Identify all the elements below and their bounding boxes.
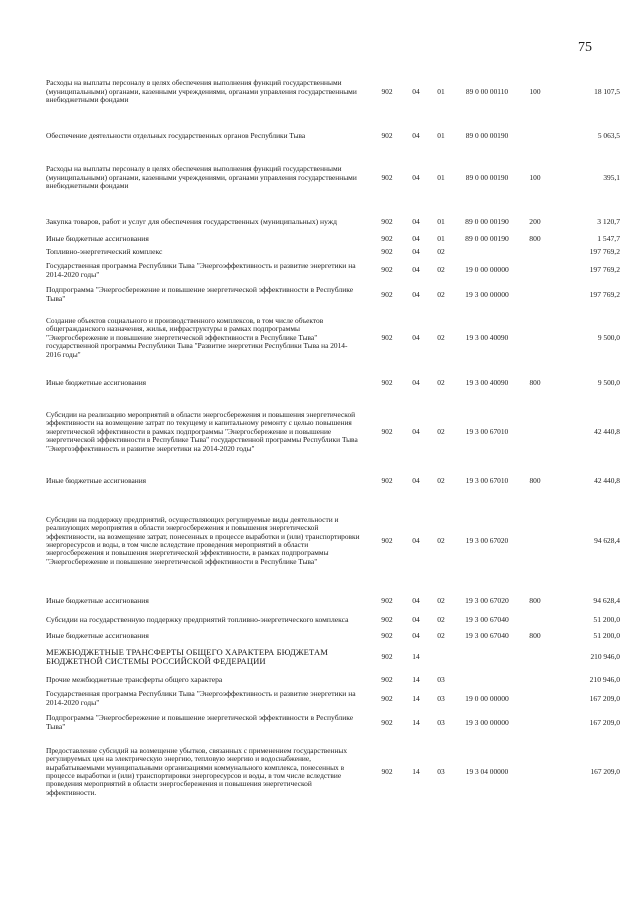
page-number: 75	[578, 40, 592, 55]
row-rz: 04	[412, 86, 420, 96]
row-gr: 902	[381, 216, 393, 226]
row-sum: 167 209,0	[589, 717, 620, 727]
table-row	[46, 389, 620, 403]
row-cs: 19 0 00 00000	[465, 693, 509, 703]
row-rz: 14	[412, 651, 420, 661]
row-name: Расходы на выплаты персоналу в целях обеспечения выполнения функций государственными (муниципальными) органами, казенными учреждениями, органами управления государственными внебюджетными фондами	[46, 164, 357, 191]
row-name: Субсидии на реализацию мероприятий в области энергосбережения и повышения энергетической эффективности на возмещение затрат по текущему и капитальному ремонту с целью повышения энергетической эффективности в рамках подпрограммы "Энергосбережение и повышение энергетической эффективности в Республике Тыва" государственной программы Республики Тыва "Энергоэффективность и развитие энергетики на 2014-2020 годы"	[46, 409, 358, 453]
row-name: Субсидии на поддержку предприятий, осуществляющих регулируемые виды деятельности и реализующих мероприятия в области энергосбережения и повышения энергетической эффективности, на возмещение затрат, понесенных в процессе выработки и (или) транспортировки энергоресурсов и воды, в том числе вследствие проведения мероприятий в области энергосбережения и повышения энергетической эффективности, в рамках подпрограммы "Энергосбережение и повышение энергетической эффективности в Республике Тыва"	[46, 514, 360, 566]
row-vr: 800	[529, 631, 541, 640]
row-vr: 800	[529, 234, 541, 243]
row-cs: 19 3 00 67010	[465, 426, 509, 436]
row-pr: 03	[437, 693, 445, 703]
row-name: Закупка товаров, работ и услуг для обеспечения государственных (муниципальных) нужд	[46, 216, 337, 226]
row-pr: 03	[437, 674, 445, 684]
row-pr: 02	[437, 595, 445, 605]
row-name: Обеспечение деятельности отдельных государственных органов Республики Тыва	[46, 130, 306, 140]
row-rz: 04	[412, 475, 420, 485]
row-gr: 902	[381, 651, 393, 661]
table-row	[46, 210, 620, 232]
row-rz: 04	[412, 265, 420, 274]
table-row	[46, 363, 620, 377]
row-cs: 89 0 00 00110	[465, 86, 509, 96]
row-sum: 42 440,8	[594, 426, 620, 436]
row-sum: 197 769,2	[589, 289, 620, 299]
table-row	[46, 583, 620, 591]
row-sum: 3 120,7	[597, 216, 620, 226]
row-cs: 89 0 00 00190	[465, 216, 509, 226]
row-vr: 100	[529, 86, 541, 96]
table-row	[46, 403, 620, 461]
row-name: Иные бюджетные ассигнования	[46, 595, 149, 605]
row-name: Иные бюджетные ассигнования	[46, 475, 147, 485]
row-sum: 167 209,0	[590, 766, 620, 776]
row-cs: 19 3 00 00000	[465, 289, 509, 299]
row-gr: 902	[381, 717, 393, 727]
row-cs: 19 3 00 00000	[465, 717, 509, 727]
row-rz: 14	[412, 674, 420, 684]
row-vr: 200	[529, 216, 541, 226]
row-rz: 14	[412, 766, 420, 776]
row-cs: 19 3 00 67040	[465, 631, 509, 640]
row-cs: 19 3 00 67020	[465, 535, 509, 545]
row-rz: 04	[412, 595, 420, 605]
row-pr: 01	[437, 216, 445, 226]
row-cs: 19 3 00 40090	[465, 332, 509, 342]
row-rz: 04	[412, 289, 420, 299]
table-row	[46, 475, 620, 487]
row-rz: 04	[412, 535, 420, 545]
row-name: Субсидии на государственную поддержку предприятий топливно-энергетического комплекса	[46, 614, 349, 624]
row-gr: 902	[381, 234, 393, 243]
row-name: Предоставление субсидий на возмещение убытков, связанных с применением государственных регулируемых цен на электрическую энергию, тепловую энергию и водоснабжение, вырабатываемыми муниципальными организациями коммунального комплекса, понесенных в процессе выработки и (или) транспортировки энергоресурсов и воды, в том числе вследствие проведения мероприятий в области энергосбережения и повышения энергетической эффективности.	[46, 745, 348, 797]
row-cs: 19 3 00 67020	[465, 595, 509, 605]
row-cs: 89 0 00 00190	[465, 172, 509, 182]
row-sum: 42 440,8	[594, 475, 620, 485]
row-pr: 02	[437, 289, 445, 299]
table-row	[46, 196, 620, 210]
table-row	[46, 672, 620, 686]
row-vr: 800	[529, 475, 541, 485]
table-row	[46, 72, 620, 112]
row-rz: 04	[412, 631, 420, 640]
row-cs: 89 0 00 00190	[465, 130, 509, 140]
table-row	[46, 487, 620, 499]
row-sum: 1 547,7	[597, 234, 620, 243]
row-sum: 210 946,0	[590, 651, 620, 661]
row-name: Подпрограмма "Энергосбережение и повышение энергетической эффективности в Республике Тыва"	[46, 713, 354, 731]
row-sum: 210 946,0	[589, 674, 620, 684]
row-sum: 9 500,0	[597, 377, 620, 387]
row-rz: 14	[412, 717, 420, 727]
row-cs: 19 3 00 40090	[465, 377, 509, 387]
row-cs: 19 3 04 00000	[465, 766, 509, 776]
table-row	[46, 258, 620, 281]
row-vr: 100	[529, 172, 541, 182]
row-cs: 89 0 00 00190	[465, 234, 509, 243]
row-gr: 902	[381, 377, 393, 387]
row-gr: 902	[381, 674, 393, 684]
row-pr: 02	[437, 377, 445, 387]
row-gr: 902	[381, 426, 393, 436]
row-rz: 04	[412, 377, 420, 387]
row-pr: 02	[437, 614, 445, 624]
row-pr: 02	[437, 332, 445, 342]
row-vr: 800	[529, 377, 541, 387]
row-name: Иные бюджетные ассигнования	[46, 631, 149, 640]
row-pr: 01	[437, 172, 445, 182]
table-row	[46, 148, 620, 160]
row-gr: 902	[381, 86, 393, 96]
table-row	[46, 686, 620, 710]
table-row	[46, 313, 620, 363]
row-rz: 04	[412, 247, 420, 256]
table-row	[46, 742, 620, 802]
row-sum: 51 200,0	[593, 631, 620, 640]
row-sum: 9 500,0	[597, 332, 620, 342]
row-cs: 19 3 00 67010	[465, 475, 509, 485]
row-gr: 902	[381, 130, 393, 140]
row-rz: 04	[412, 426, 420, 436]
row-rz: 14	[412, 693, 420, 703]
row-sum: 197 769,2	[589, 265, 620, 274]
row-name: Иные бюджетные ассигнования	[46, 377, 147, 387]
table-row	[46, 245, 620, 258]
row-gr: 902	[381, 172, 393, 182]
row-pr: 02	[437, 535, 445, 545]
row-gr: 902	[381, 766, 393, 776]
row-name: Создание объектов социального и производственного комплексов, в том числе объектов общегражданского назначения, жилья, инфраструктуры в рамках подпрограммы "Энергосбережение и повышение энергетической эффективности в Республике Тыва" государственной программы Республики Тыва "Развитие энергетики Республики Тыва на 2014-2016 годы"	[46, 315, 348, 359]
table-row	[46, 499, 620, 583]
row-gr: 902	[381, 265, 393, 274]
row-sum: 167 209,0	[589, 693, 620, 703]
row-rz: 04	[412, 130, 420, 140]
row-pr: 03	[437, 717, 445, 727]
row-pr: 02	[437, 631, 445, 640]
row-sum: 5 063,5	[597, 130, 620, 140]
row-vr: 800	[529, 595, 541, 605]
table-row	[46, 281, 620, 307]
row-gr: 902	[381, 535, 393, 545]
row-gr: 902	[381, 614, 393, 624]
row-pr: 01	[437, 234, 445, 243]
row-pr: 02	[437, 265, 445, 274]
row-gr: 902	[381, 332, 393, 342]
row-pr: 02	[437, 475, 445, 485]
table-row	[46, 112, 620, 124]
row-cs: 19 3 00 67040	[465, 614, 509, 624]
row-name: Прочие межбюджетные трансферты общего характера	[46, 674, 223, 684]
row-sum: 94 628,4	[594, 535, 620, 545]
row-gr: 902	[381, 475, 393, 485]
row-name: Подпрограмма "Энергосбережение и повышение энергетической эффективности в Республике Тыва"	[46, 285, 354, 303]
row-name: МЕЖБЮДЖЕТНЫЕ ТРАНСФЕРТЫ ОБЩЕГО ХАРАКТЕРА БЮДЖЕТАМ БЮДЖЕТНОЙ СИСТЕМЫ РОССИЙСКОЙ ФЕДЕРАЦИИ	[46, 646, 328, 666]
table-row	[46, 734, 620, 742]
row-rz: 04	[412, 614, 420, 624]
table-row	[46, 377, 620, 389]
table-row	[46, 124, 620, 148]
row-name: Иные бюджетные ассигнования	[46, 234, 149, 243]
row-gr: 902	[381, 595, 393, 605]
row-sum: 18 107,5	[594, 86, 620, 96]
table-row	[46, 609, 620, 629]
row-sum: 197 769,2	[589, 247, 620, 256]
row-cs: 19 0 00 00000	[465, 265, 509, 274]
row-sum: 395,1	[603, 172, 620, 182]
row-rz: 04	[412, 234, 420, 243]
row-name: Государственная программа Республики Тыва "Энергоэффективность и развитие энергетики на 2014-2020 годы"	[46, 689, 356, 707]
row-sum: 94 628,4	[593, 595, 620, 605]
row-pr: 01	[437, 130, 445, 140]
row-rz: 04	[412, 332, 420, 342]
row-name: Топливно-энергетический комплекс	[46, 247, 163, 256]
table-row	[46, 629, 620, 642]
row-pr: 03	[437, 766, 445, 776]
row-name: Расходы на выплаты персоналу в целях обеспечения выполнения функций государственными (муниципальными) органами, казенными учреждениями, органами управления государственными внебюджетными фондами	[46, 78, 357, 105]
table-row	[46, 642, 620, 672]
row-sum: 51 200,0	[593, 614, 620, 624]
row-pr: 02	[437, 247, 445, 256]
table-row	[46, 591, 620, 609]
row-gr: 902	[381, 289, 393, 299]
table-row	[46, 160, 620, 196]
table-row	[46, 710, 620, 734]
row-gr: 902	[381, 631, 393, 640]
row-gr: 902	[381, 247, 393, 256]
row-pr: 02	[437, 426, 445, 436]
row-rz: 04	[412, 172, 420, 182]
row-gr: 902	[381, 693, 393, 703]
budget-table	[46, 72, 620, 802]
row-pr: 01	[437, 86, 445, 96]
row-name: Государственная программа Республики Тыва "Энергоэффективность и развитие энергетики на 2014-2020 годы"	[46, 260, 356, 279]
row-rz: 04	[412, 216, 420, 226]
table-row	[46, 232, 620, 245]
table-row	[46, 461, 620, 475]
